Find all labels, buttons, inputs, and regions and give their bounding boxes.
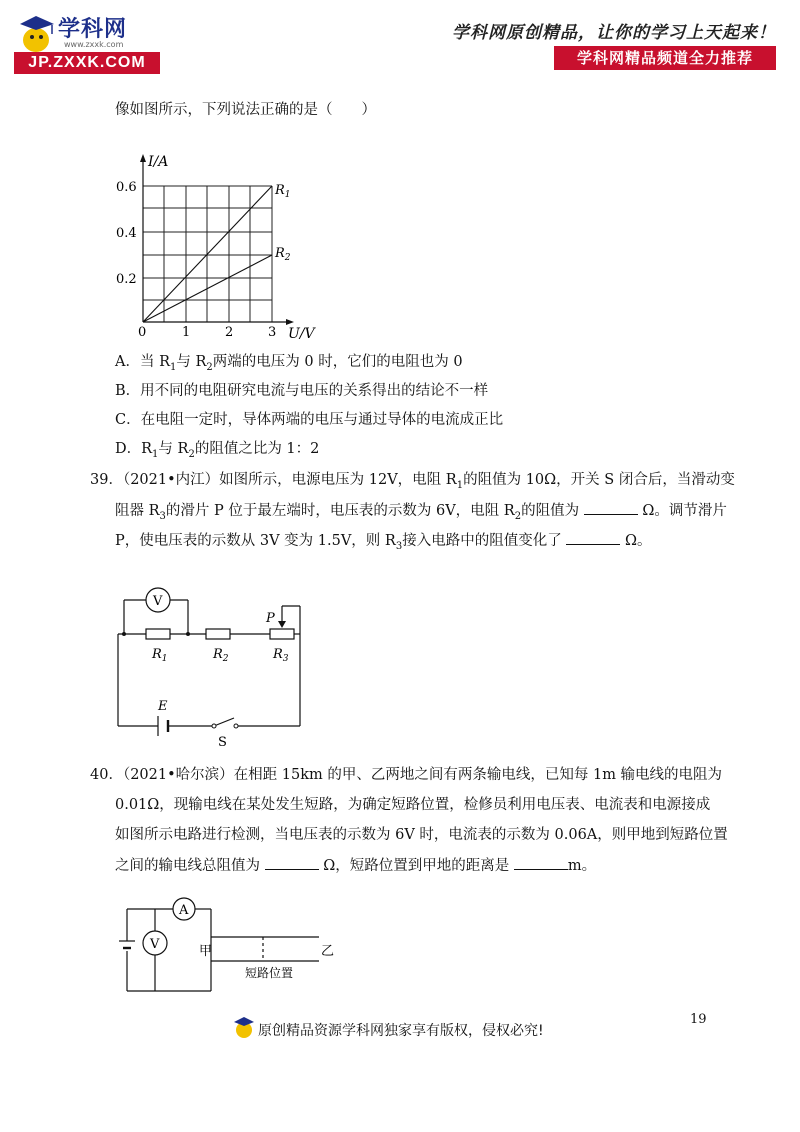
x-tick-label: 2 xyxy=(225,325,234,340)
switch-s xyxy=(214,718,234,726)
x-tick-label: 3 xyxy=(268,325,277,340)
resistor-r2 xyxy=(206,629,230,639)
y-axis-label: I/A xyxy=(148,154,169,170)
footer-copyright: 原创精品资源学科网独家享有版权，侵权必究! xyxy=(258,1023,544,1039)
y-tick-label: 0.2 xyxy=(116,272,137,287)
location-jia-label: 甲 xyxy=(199,944,213,959)
switch-s-label: S xyxy=(218,735,227,750)
r3-label: $R_3$ xyxy=(273,647,289,664)
x-tick-label: 0 xyxy=(138,325,147,340)
logo-title: 学科网 xyxy=(58,17,128,42)
logo-domain: JP.ZXXK.COM xyxy=(14,52,160,74)
slider-arrow-icon xyxy=(278,621,286,628)
q39-line-3: P，使电压表的示数从 3V 变为 1.5V，则 $R_3$接入电路中的阻值变化了 Ω。 xyxy=(115,530,651,557)
option-d: D．$R_1$与 $R_2$的阻值之比为 1：2 xyxy=(115,441,320,460)
answer-blank[interactable] xyxy=(265,855,319,870)
location-yi-label: 乙 xyxy=(321,944,335,959)
slider-p-label: P xyxy=(266,611,275,626)
page-number: 19 xyxy=(690,1012,707,1027)
source-e-label: E xyxy=(158,699,168,714)
voltmeter-label: V xyxy=(150,937,160,952)
iu-graph xyxy=(110,150,340,350)
q40-line-3: 如图所示电路进行检测，当电压表的示数为 6V 时，电流表的示数为 0.06A，则甲地到短路位置 xyxy=(115,827,728,843)
y-tick-label: 0.6 xyxy=(116,180,137,195)
mascot-icon xyxy=(232,1014,256,1040)
y-axis-arrow xyxy=(140,154,146,162)
short-location-label: 短路位置 xyxy=(245,966,294,980)
r1-label: $R_1$ xyxy=(152,647,168,664)
ammeter-label: A xyxy=(179,903,189,918)
channel-banner: 学科网精品频道全力推荐 xyxy=(554,46,776,70)
q39-line-1: 39．（2021•内江）如图所示，电源电压为 12V，电阻 $R_1$的阻值为 10Ω，开关 S 闭合后，当滑动变 xyxy=(90,472,735,491)
x-tick-label: 1 xyxy=(182,325,191,340)
option-c: C．在电阻一定时，导体两端的电压与通过导体的电流成正比 xyxy=(115,412,504,428)
option-a: A．当 $R_1$与 $R_2$两端的电压为 0 时，它们的电阻也为 0 xyxy=(115,354,463,373)
header-slogan: 学科网原创精品，让你的学习上天起来！ xyxy=(452,23,776,43)
q40-line-1: 40．（2021•哈尔滨）在相距 15km 的甲、乙两地之间有两条输电线，已知每 1m 输电线的电阻为 xyxy=(90,767,723,783)
y-tick-label: 0.4 xyxy=(116,226,137,241)
r2-label: $R_2$ xyxy=(213,647,229,664)
x-axis-label: U/V xyxy=(288,326,315,342)
q39-circuit xyxy=(110,580,320,750)
q38-stem: 像如图所示，下列说法正确的是（ ） xyxy=(115,102,376,118)
q39-line-2: 阻器 $R_3$的滑片 P 位于最左端时，电压表的示数为 6V，电阻 $R_2$的阻值为 Ω。调节滑片 xyxy=(115,500,727,527)
option-b: B．用不同的电阻研究电流与电压的关系得出的结论不一样 xyxy=(115,383,489,399)
r2-line-label: $R_2$ xyxy=(275,246,291,263)
answer-blank[interactable] xyxy=(584,500,638,515)
voltmeter-label: V xyxy=(153,594,163,609)
rheostat-r3 xyxy=(270,629,294,639)
q40-circuit xyxy=(115,895,345,1000)
logo-sub: www.zxxk.com xyxy=(64,40,124,49)
q40-line-2: 0.01Ω，现输电线在某处发生短路，为确定短路位置，检修员利用电压表、电流表和电源接成 xyxy=(115,797,711,813)
q40-line-4: 之间的输电线总阻值为 Ω，短路位置到甲地的距离是 m。 xyxy=(115,855,596,876)
x-axis-arrow xyxy=(286,319,294,325)
mascot-icon xyxy=(14,10,60,56)
answer-blank[interactable] xyxy=(566,530,620,545)
r1-line-label: $R_1$ xyxy=(275,183,291,200)
resistor-r1 xyxy=(146,629,170,639)
answer-blank[interactable] xyxy=(514,855,568,870)
